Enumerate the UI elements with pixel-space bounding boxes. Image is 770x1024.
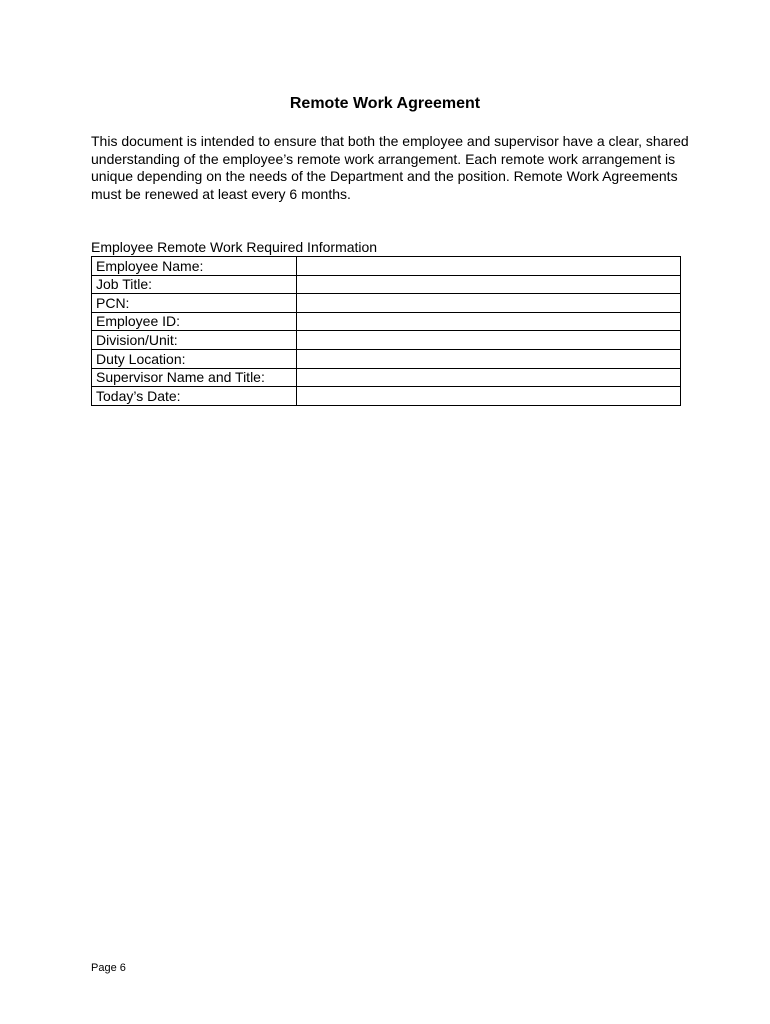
page-number: Page 6 [91,962,126,974]
field-value-employee-id[interactable] [297,312,681,331]
field-label-employee-name: Employee Name: [92,257,297,276]
table-row [92,294,681,313]
intro-paragraph: This document is intended to ensure that both the employee and supervisor have a clear, shared understanding of the employee’s remote work arrangement. Each remote work arrangement is unique depending on the needs of the Department and the position. Remote Work Agreements must be renewed at least every 6 months. [91,133,689,202]
field-value-duty-location[interactable] [297,349,681,368]
field-value-division-unit[interactable] [297,331,681,350]
field-label-todays-date: Today’s Date: [92,387,297,406]
table-row [92,257,681,276]
page-title: Remote Work Agreement [289,95,481,112]
field-value-todays-date[interactable] [297,387,681,406]
field-label-duty-location: Duty Location: [92,349,297,368]
field-label-job-title: Job Title: [92,275,297,294]
table-row [92,275,681,294]
field-value-supervisor-name-and-title[interactable] [297,368,681,387]
section-heading: Employee Remote Work Required Information [91,239,378,255]
field-value-pcn[interactable] [297,294,681,313]
table-row [92,387,681,406]
field-value-job-title[interactable] [297,275,681,294]
info-table [91,256,681,406]
table-row [92,368,681,387]
field-label-pcn: PCN: [92,294,297,313]
field-label-division-unit: Division/Unit: [92,331,297,350]
field-value-employee-name[interactable] [297,257,681,276]
table-row [92,349,681,368]
table-row [92,312,681,331]
field-label-supervisor-name-and-title: Supervisor Name and Title: [92,368,297,387]
field-label-employee-id: Employee ID: [92,312,297,331]
table-row [92,331,681,350]
